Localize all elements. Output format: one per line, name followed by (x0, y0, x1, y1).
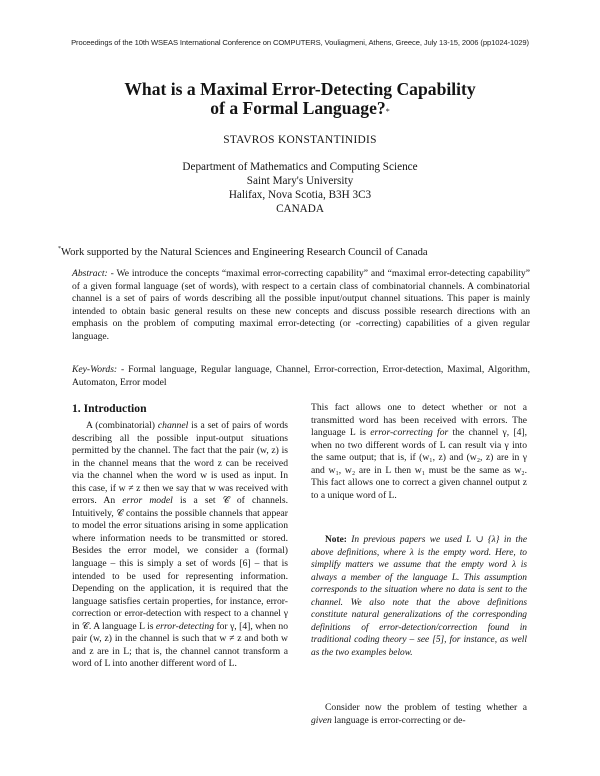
note-text: In previous papers we used L ∪ {λ} in the above definitions, where λ is the empty word. Here, to simplify matters we assume that the empty word λ is always a member of the language L. This assumption corresponds to the situation where no data is sent to the channel. We also note that the above definitions constitute natural generalizations of the corresponding definitions of error-detection/correction found in traditional coding theory – see [5], for instance, as well as the two examples below. (311, 535, 527, 658)
column-right-paragraph-1 (311, 402, 527, 502)
note-label: Note: (325, 535, 347, 545)
col1-term-error-detecting: error-detecting (155, 620, 214, 632)
col1-text-1: A (combinatorial) (86, 420, 158, 431)
col1-text-2: is a set of pairs of words describing all the possible input-output situations permitted by the channel. The fact that the pair (w, z) is in the channel means that the word z can be received via the channel when the word w is used as input. In this case, if w ≠ z then we say that w was received with errors. An (72, 420, 289, 507)
title-line-2-text: of a Formal Language? (210, 98, 386, 118)
funding-note-mark: * (58, 246, 61, 252)
col2-text-2: the channel γ, [4], when no two different words of L can result via γ into the same output; that is, if (w₁, z) and (w₂, z) are in γ and w₁, w₂ are in L then w₁ must be the same as w₂. This fact allows one to correct a given channel output z to a unique word of L. (311, 427, 527, 501)
column-right-paragraph-3 (311, 702, 527, 727)
col2-p3-text-1: Consider now the problem of testing whether a (325, 702, 527, 713)
affiliation-address: Halifax, Nova Scotia, B3H 3C3 (228, 189, 372, 201)
col1-text-4: for γ, [4], when no pair (w, z) in the channel is such that w ≠ z and both w and z are in L; that is, the channel cannot transform a word of L into another different word of L. (72, 620, 288, 670)
funding-note (58, 247, 578, 258)
col1-text-3: is a set 𝒞 of channels. Intuitively, 𝒞 contains the possible channels that appear to model the error situations arising in some application where information needs to be transmitted or stored. Besides the error model, we consider a (formal) language – this is simply a set of words [6] – that is intended to be used for representing information. Depending on the application, it is required that the language satisfies certain properties, for instance, error-correction or error-detection with respect to a channel γ in 𝒞. A language L is (72, 495, 289, 632)
keywords-text: - Formal language, Regular language, Channel, Error-correction, Error-detection, Maximal, Algorithm, Automaton, Error model (72, 364, 530, 388)
column-left-paragraph (72, 420, 288, 671)
col2-p3-term-given: given (311, 714, 332, 726)
affiliation-department: Department of Mathematics and Computing Science (182, 161, 418, 173)
title-line-2 (60, 99, 540, 118)
keywords (72, 364, 530, 389)
keywords-label: Key-Words: (72, 364, 118, 375)
affiliation-country: CANADA (276, 203, 324, 215)
abstract-text: - We introduce the concepts “maximal error-correcting capability” and “maximal error-detecting capability” of a given formal language (set of words), with respect to a certain class of combinatorial channels. A combinatorial channel is a set of pairs of words describing all the possible input/output channel situations. This paper is mainly intended to obtain basic general results on these new concepts and discuss possible research directions with an emphasis on the problem of computing maximal error-detecting (or -correcting) capabilities of a given regular language. (72, 268, 530, 342)
paper-title (60, 80, 540, 118)
affiliation (0, 160, 600, 216)
affiliation-university: Saint Mary's University (246, 175, 354, 187)
running-header: Proceedings of the 10th WSEAS International Conference on COMPUTERS, Vouliagmeni, Athens, Greece, July 13-15, 2006 (pp1024-1029) (71, 38, 529, 47)
col2-text-1: This fact allows one to detect whether or not a transmitted word has been received with errors. The language L is (311, 402, 527, 439)
col2-term-error-correcting: error-correcting for (370, 427, 449, 439)
section-heading: 1. Introduction (72, 402, 147, 415)
title-footnote-mark: * (385, 107, 390, 116)
abstract (72, 268, 530, 344)
col2-p3-text-2: language is error-correcting or de- (331, 714, 466, 726)
author-name: STAVROS KONSTANTINIDIS (223, 134, 377, 146)
abstract-label: Abstract: (72, 268, 108, 279)
col1-term-error-model: error model (122, 495, 173, 507)
funding-note-text: Work supported by the Natural Sciences and Engineering Research Council of Canada (61, 247, 428, 258)
title-line-1: What is a Maximal Error-Detecting Capability (124, 79, 476, 99)
column-right-note (311, 534, 527, 659)
col1-term-channel: channel (157, 420, 189, 431)
